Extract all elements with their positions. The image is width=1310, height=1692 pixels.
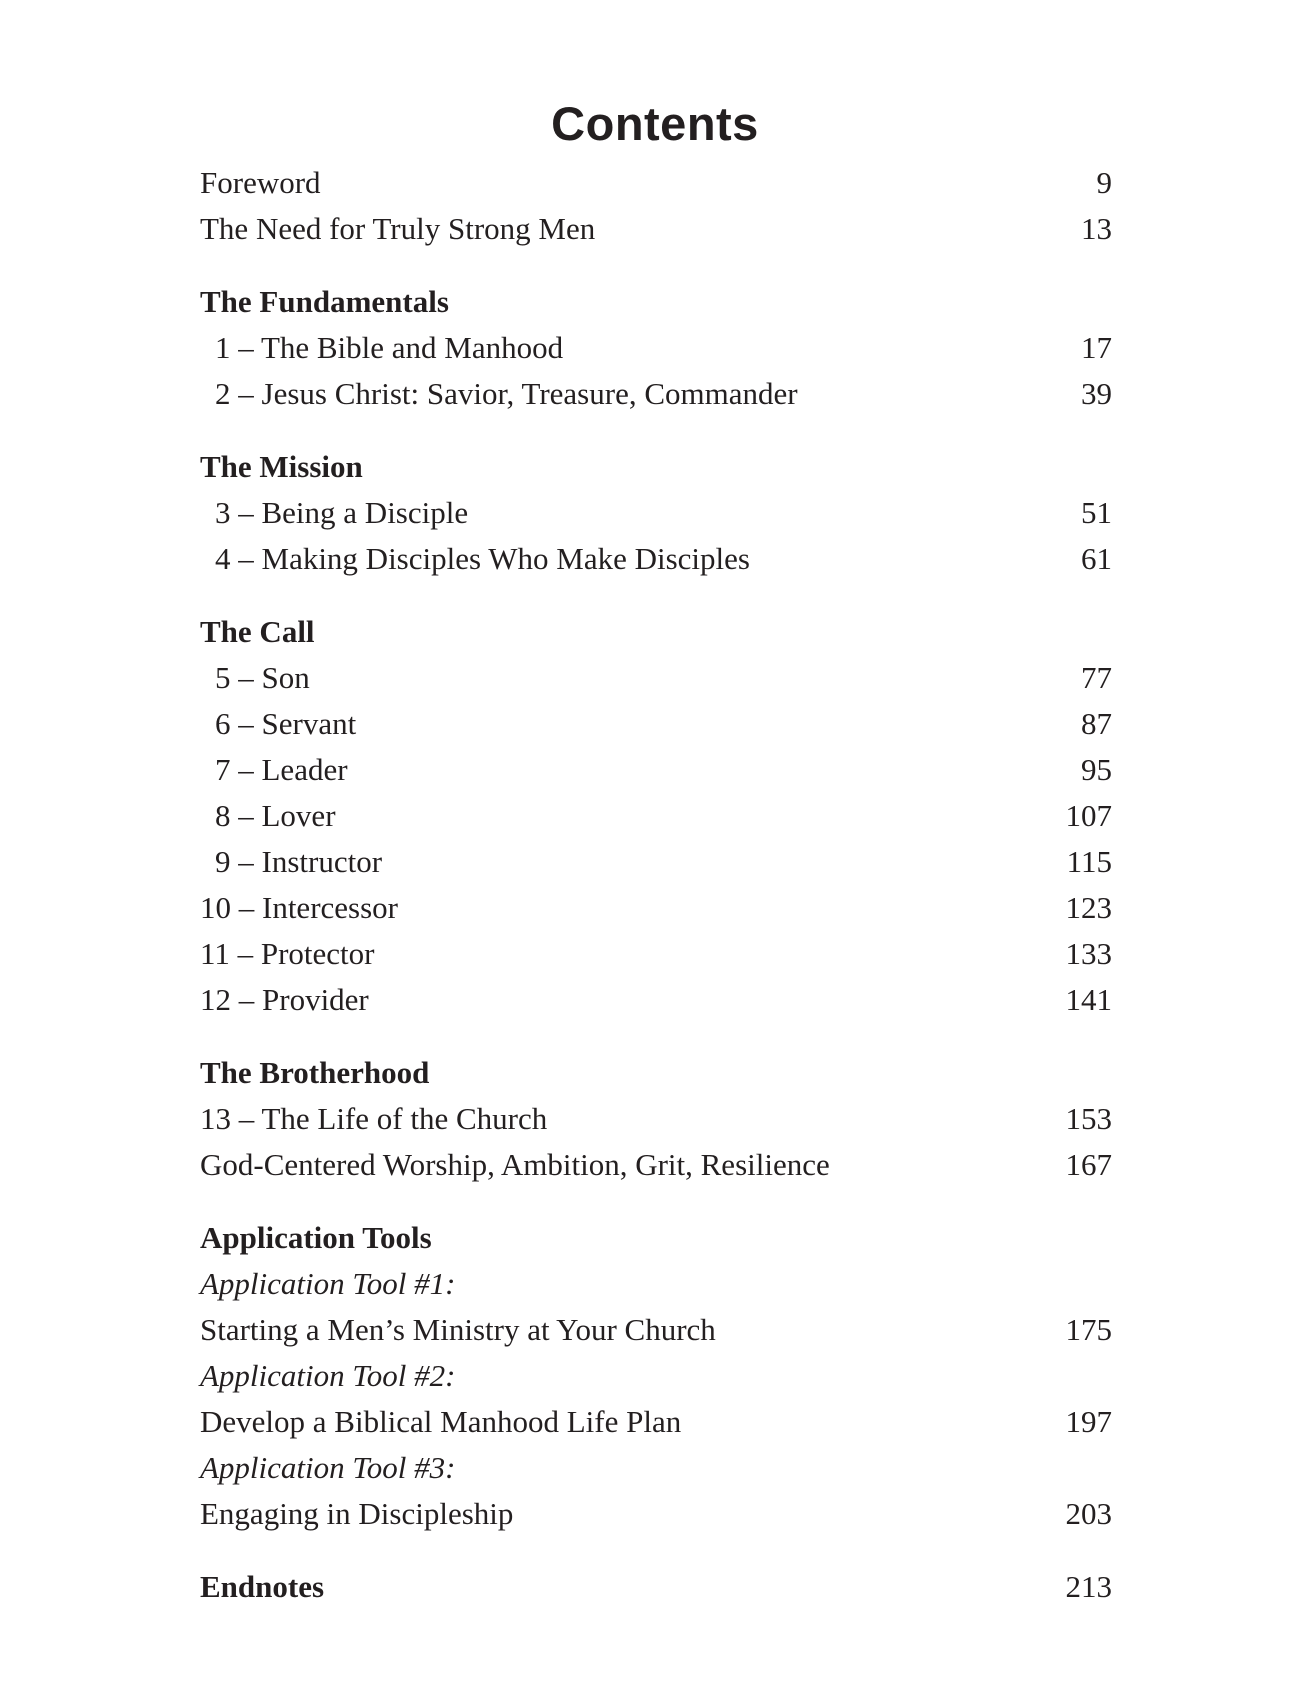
page-number: 17 [1081, 330, 1112, 365]
page-number: 87 [1081, 706, 1112, 741]
entry-title: 12 – Provider [200, 982, 369, 1017]
page-number: 9 [1096, 165, 1112, 200]
entry-title: God-Centered Worship, Ambition, Grit, Resilience [200, 1147, 830, 1182]
tool-number-label: Application Tool #1: [200, 1266, 456, 1301]
section-title: The Mission [200, 449, 363, 484]
section-title: The Brotherhood [200, 1055, 430, 1090]
toc-entry-chapter-1[interactable] [200, 325, 1112, 371]
section-heading-fundamentals [200, 279, 1112, 325]
entry-title: Engaging in Discipleship [200, 1496, 514, 1531]
entry-title: 8 – Lover [215, 798, 336, 833]
page-number: 115 [1066, 844, 1112, 879]
toc-entry-chapter-12[interactable] [200, 977, 1112, 1023]
page-number: 167 [1065, 1147, 1112, 1182]
toc-entry-tool-2[interactable] [200, 1399, 1112, 1445]
entry-title: 6 – Servant [215, 706, 357, 741]
entry-title: 5 – Son [215, 660, 310, 695]
page-number: 175 [1065, 1312, 1112, 1347]
toc-entry-god-centered-worship[interactable] [200, 1142, 1112, 1188]
toc-entry-chapter-7[interactable] [200, 747, 1112, 793]
entry-title: 3 – Being a Disciple [215, 495, 469, 530]
page-number: 51 [1081, 495, 1112, 530]
section-heading-call [200, 609, 1112, 655]
tool-number-label: Application Tool #3: [200, 1450, 456, 1485]
tool-tag [200, 1353, 1112, 1399]
page-number: 39 [1081, 376, 1112, 411]
entry-title: 1 – The Bible and Manhood [215, 330, 564, 365]
toc-entry-chapter-13[interactable] [200, 1096, 1112, 1142]
section-heading-brotherhood [200, 1050, 1112, 1096]
entry-title: 13 – The Life of the Church [200, 1101, 548, 1136]
page-number: 107 [1065, 798, 1112, 833]
toc-entry-foreword[interactable] [200, 160, 1112, 206]
page-number: 95 [1081, 752, 1112, 787]
entry-title: 11 – Protector [200, 936, 375, 971]
page-number: 153 [1065, 1101, 1112, 1136]
page-number: 61 [1081, 541, 1112, 576]
entry-title: Endnotes [200, 1569, 325, 1604]
toc-entry-tool-1[interactable] [200, 1307, 1112, 1353]
entry-title: The Need for Truly Strong Men [200, 211, 596, 246]
toc-entry-need-for-strong-men[interactable] [200, 206, 1112, 252]
toc-entry-chapter-6[interactable] [200, 701, 1112, 747]
entry-title: 9 – Instructor [215, 844, 383, 879]
table-of-contents [200, 160, 1112, 1610]
page-number: 197 [1065, 1404, 1112, 1439]
section-title: Application Tools [200, 1220, 432, 1255]
section-heading-application-tools [200, 1215, 1112, 1261]
entry-title: 2 – Jesus Christ: Savior, Treasure, Commander [215, 376, 798, 411]
toc-entry-tool-3[interactable] [200, 1491, 1112, 1537]
page-number: 213 [1065, 1569, 1112, 1604]
page-number: 123 [1065, 890, 1112, 925]
entry-title: Starting a Men’s Ministry at Your Church [200, 1312, 716, 1347]
toc-entry-chapter-2[interactable] [200, 371, 1112, 417]
entry-title: 7 – Leader [215, 752, 348, 787]
entry-title: 4 – Making Disciples Who Make Disciples [215, 541, 750, 576]
toc-entry-chapter-3[interactable] [200, 490, 1112, 536]
toc-entry-endnotes[interactable] [200, 1564, 1112, 1610]
toc-entry-chapter-8[interactable] [200, 793, 1112, 839]
section-title: The Fundamentals [200, 284, 449, 319]
toc-entry-chapter-11[interactable] [200, 931, 1112, 977]
entry-title: Develop a Biblical Manhood Life Plan [200, 1404, 682, 1439]
toc-entry-chapter-9[interactable] [200, 839, 1112, 885]
page-number: 133 [1065, 936, 1112, 971]
entry-title: Foreword [200, 165, 321, 200]
tool-number-label: Application Tool #2: [200, 1358, 456, 1393]
tool-tag [200, 1261, 1112, 1307]
section-title: The Call [200, 614, 315, 649]
page-number: 203 [1065, 1496, 1112, 1531]
page-title: Contents [551, 97, 759, 151]
page-number: 77 [1081, 660, 1112, 695]
page-number: 141 [1065, 982, 1112, 1017]
toc-entry-chapter-5[interactable] [200, 655, 1112, 701]
toc-entry-chapter-10[interactable] [200, 885, 1112, 931]
tool-tag [200, 1445, 1112, 1491]
section-heading-mission [200, 444, 1112, 490]
page-number: 13 [1081, 211, 1112, 246]
entry-title: 10 – Intercessor [200, 890, 398, 925]
toc-entry-chapter-4[interactable] [200, 536, 1112, 582]
